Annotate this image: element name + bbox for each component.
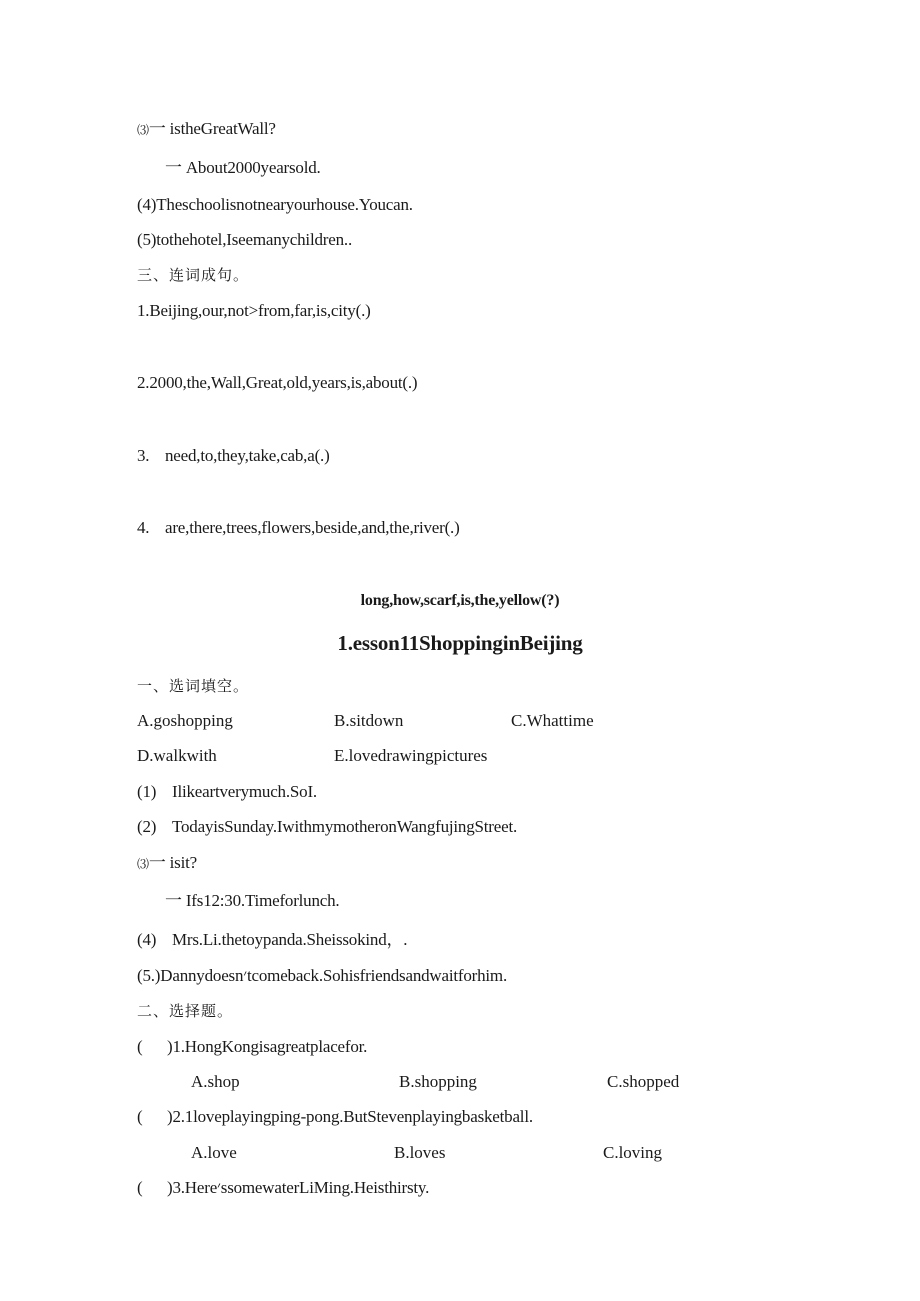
question-text: 一 isit?: [148, 853, 197, 872]
question-4-line: (4)Theschoolisnotnearyourhouse.Youcan.: [137, 195, 413, 214]
choice-option-b: B.loves: [394, 1143, 446, 1162]
question-5-line: (5)tothehotel,Iseemanychildren..: [137, 230, 352, 249]
choice-option-b: B.shopping: [399, 1072, 477, 1091]
lesson-title: 1.esson11ShoppinginBeijing: [337, 631, 583, 655]
item-number: 3.: [137, 446, 150, 465]
option-b: B.sitdown: [334, 711, 404, 730]
section-heading: 三、连词成句。: [137, 266, 250, 284]
choice-question: [137, 1106, 533, 1128]
option-a: A.goshopping: [137, 711, 233, 730]
question-text: Mrs.Li.thetoypanda.Sheissokind，.: [172, 930, 408, 949]
choice-option-a: A.shop: [191, 1072, 240, 1091]
sentence-subtitle: long,how,scarf,is,the,yellow(?): [360, 592, 560, 609]
answer-blank: (: [137, 1107, 143, 1126]
question-number: ⑶: [137, 857, 149, 871]
question-number: (4): [137, 930, 157, 949]
choice-option-c: C.shopped: [607, 1072, 680, 1091]
question-text: )1.HongKongisagreatplacefor.: [167, 1037, 368, 1056]
question-2-line: [137, 816, 517, 838]
section-heading: 二、选择题。: [137, 1002, 234, 1020]
question-number: (1): [137, 782, 157, 801]
question-3-answer: 一 About2000yearsold.: [165, 158, 321, 177]
question-4-line: [137, 929, 407, 951]
item-text: need,to,they,take,cab,a(.): [165, 446, 330, 465]
question-number: (2): [137, 817, 157, 836]
question-text: 一 istheGreatWall?: [148, 119, 276, 138]
item-number: 4.: [137, 518, 150, 537]
question-5-line: (5.)Dannydoesn׳tcomeback.Sohisfriendsandwaitforhim.: [137, 966, 508, 985]
question-number: ⑶: [137, 123, 149, 137]
question-text: )3.Here׳ssomewaterLiMing.Heisthirsty.: [167, 1178, 430, 1197]
sentence-item: [137, 445, 330, 467]
item-text: are,there,trees,flowers,beside,and,the,river(.): [165, 518, 460, 537]
choice-question: [137, 1036, 367, 1058]
sentence-item: 2.2000,the,Wall,Great,old,years,is,about(.): [137, 373, 418, 392]
option-c: C.Whattime: [511, 711, 594, 730]
question-3-line: [137, 118, 276, 141]
option-e: E.lovedrawingpictures: [334, 746, 488, 765]
sentence-item: 1.Beijing,our,not>from,far,is,city(.): [137, 301, 371, 320]
answer-blank: (: [137, 1178, 143, 1197]
choice-question: [137, 1177, 429, 1199]
option-d: D.walkwith: [137, 746, 217, 765]
question-1-line: [137, 781, 317, 803]
choice-option-c: C.loving: [603, 1143, 663, 1162]
section-heading: 一、选词填空。: [137, 677, 250, 695]
question-text: TodayisSunday.IwithmymotheronWangfujingStreet.: [172, 817, 518, 836]
question-3-line: [137, 852, 197, 875]
question-3-answer: 一 Ifs12:30.Timeforlunch.: [165, 891, 340, 910]
question-text: Ilikeartverymuch.SoI.: [172, 782, 317, 801]
answer-blank: (: [137, 1037, 143, 1056]
sentence-item: [137, 517, 460, 539]
question-text: )2.1loveplayingping-pong.ButStevenplayingbasketball.: [167, 1107, 533, 1126]
choice-option-a: A.love: [191, 1143, 237, 1162]
